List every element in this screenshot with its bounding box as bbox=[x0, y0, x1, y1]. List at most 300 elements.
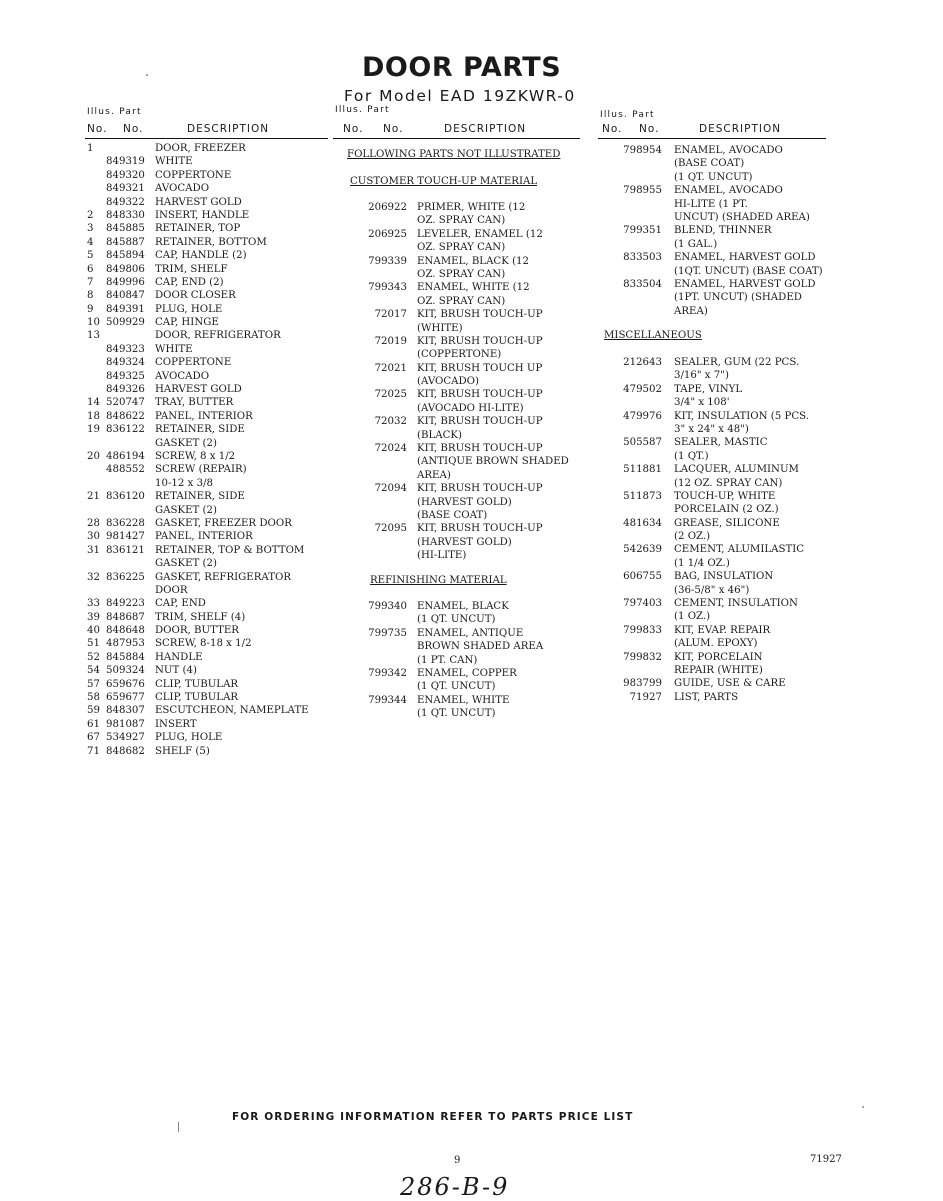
part-row bbox=[333, 214, 580, 227]
part-number: 511881 bbox=[623, 464, 662, 476]
part-description: (1 QT.) bbox=[674, 450, 709, 462]
part-number: 542639 bbox=[623, 544, 662, 556]
part-description: (1 QT. UNCUT) bbox=[674, 171, 753, 183]
part-description: KIT, BRUSH TOUCH-UP bbox=[417, 483, 543, 495]
part-number: 509324 bbox=[106, 665, 145, 677]
part-number: 840847 bbox=[106, 290, 145, 302]
part-description: SCREW, 8-18 x 1/2 bbox=[155, 638, 252, 650]
illus-no-label: No. bbox=[343, 123, 364, 135]
part-number: 798954 bbox=[623, 145, 662, 156]
part-row bbox=[333, 496, 580, 509]
part-row bbox=[85, 343, 328, 356]
part-description: 3/16" x 7") bbox=[674, 370, 729, 382]
part-description: INSERT bbox=[155, 718, 197, 730]
refinish-list bbox=[333, 600, 580, 721]
part-description: DOOR, BUTTER bbox=[155, 625, 239, 637]
part-number: 849223 bbox=[106, 598, 145, 610]
illus-number: 40 bbox=[87, 625, 100, 637]
part-row bbox=[85, 316, 328, 329]
part-description: (1 GAL.) bbox=[674, 238, 718, 250]
part-description: LEVELER, ENAMEL (12 bbox=[417, 228, 543, 240]
part-row bbox=[85, 437, 328, 450]
part-description: DOOR CLOSER bbox=[155, 290, 236, 302]
part-row bbox=[598, 637, 826, 650]
illus-number: 61 bbox=[87, 718, 100, 730]
part-row bbox=[598, 477, 826, 490]
part-number: 505587 bbox=[623, 437, 662, 449]
part-number: 848330 bbox=[106, 209, 145, 221]
part-number: 848648 bbox=[106, 625, 145, 637]
part-description: CAP, END (2) bbox=[155, 276, 224, 288]
part-number: 71927 bbox=[629, 691, 662, 703]
part-row bbox=[85, 704, 328, 717]
handwritten-note: 286-B-9 bbox=[400, 1173, 510, 1201]
part-description: NUT (4) bbox=[155, 665, 197, 677]
part-number: 849806 bbox=[106, 263, 145, 275]
part-row bbox=[598, 278, 826, 291]
part-description: ENAMEL, COPPER bbox=[417, 667, 517, 679]
part-description: CLIP, TUBULAR bbox=[155, 678, 239, 690]
part-number: 799833 bbox=[623, 624, 662, 636]
part-number: 659676 bbox=[106, 678, 145, 690]
part-number: 72032 bbox=[374, 416, 407, 428]
illus-part-label: Illus. Part bbox=[600, 110, 655, 120]
part-description: AVOCADO bbox=[155, 183, 210, 195]
part-description: PANEL, INTERIOR bbox=[155, 410, 253, 422]
part-number: 606755 bbox=[623, 571, 662, 583]
illus-number: 71 bbox=[87, 745, 100, 757]
illus-number: 9 bbox=[87, 303, 94, 315]
part-description: AREA) bbox=[417, 469, 451, 481]
part-description: AVOCADO bbox=[155, 370, 210, 382]
illus-number: 32 bbox=[87, 571, 100, 583]
part-row bbox=[598, 211, 826, 224]
illus-number: 2 bbox=[87, 209, 94, 221]
part-number: 72017 bbox=[374, 309, 407, 321]
part-description: HARVEST GOLD bbox=[155, 196, 242, 208]
part-number: 72021 bbox=[374, 362, 407, 374]
part-description: HANDLE bbox=[155, 651, 203, 663]
part-row bbox=[598, 251, 826, 264]
part-row bbox=[598, 651, 826, 664]
column-header bbox=[85, 106, 328, 139]
part-row bbox=[333, 281, 580, 294]
part-row bbox=[598, 423, 826, 436]
part-number: 849325 bbox=[106, 370, 145, 382]
part-description: KIT, BRUSH TOUCH-UP bbox=[417, 523, 543, 535]
part-row bbox=[333, 362, 580, 375]
part-row bbox=[85, 477, 328, 490]
illus-number: 19 bbox=[87, 424, 100, 436]
part-row bbox=[85, 196, 328, 209]
part-row bbox=[85, 182, 328, 195]
part-description: ENAMEL, HARVEST GOLD bbox=[674, 252, 816, 264]
part-row bbox=[598, 410, 826, 423]
illus-number: 6 bbox=[87, 263, 94, 275]
illus-number: 39 bbox=[87, 611, 100, 623]
part-description: GASKET, FREEZER DOOR bbox=[155, 517, 292, 529]
part-row bbox=[333, 335, 580, 348]
part-description: KIT, INSULATION (5 PCS. bbox=[674, 410, 809, 422]
part-description: INSERT, HANDLE bbox=[155, 209, 250, 221]
part-no-label: No. bbox=[383, 123, 404, 135]
description-label: DESCRIPTION bbox=[699, 123, 782, 135]
part-row bbox=[85, 410, 328, 423]
illus-number: 8 bbox=[87, 290, 94, 302]
part-row bbox=[85, 396, 328, 409]
part-description: (1 QT. UNCUT) bbox=[417, 708, 496, 720]
illus-number: 14 bbox=[87, 397, 100, 409]
part-row bbox=[598, 463, 826, 476]
description-label: DESCRIPTION bbox=[187, 123, 270, 135]
part-description: (1 1/4 OZ.) bbox=[674, 557, 730, 569]
part-row bbox=[85, 329, 328, 342]
part-row bbox=[333, 201, 580, 214]
part-description: KIT, BRUSH TOUCH-UP bbox=[417, 416, 543, 428]
part-description: OZ. SPRAY CAN) bbox=[417, 268, 506, 280]
part-number: 206925 bbox=[368, 228, 407, 240]
part-description: SCREW, 8 x 1/2 bbox=[155, 450, 236, 462]
part-row bbox=[85, 289, 328, 302]
part-row bbox=[598, 369, 826, 382]
misc-section-title: MISCELLANEOUS bbox=[604, 330, 702, 341]
part-description: (1PT. UNCUT) (SHADED bbox=[674, 292, 802, 304]
parts-list bbox=[85, 142, 328, 758]
part-description: (1QT. UNCUT) (BASE COAT) bbox=[674, 265, 823, 277]
part-description: GASKET, REFRIGERATOR bbox=[155, 571, 292, 583]
illus-number: 59 bbox=[87, 705, 100, 717]
part-description: (HARVEST GOLD) bbox=[417, 496, 512, 508]
scan-speck bbox=[146, 74, 148, 76]
part-row bbox=[333, 600, 580, 613]
part-row bbox=[598, 450, 826, 463]
part-description: (AVOCADO) bbox=[417, 376, 479, 388]
part-row bbox=[598, 503, 826, 516]
part-description: (HARVEST GOLD) bbox=[417, 536, 512, 548]
part-description: WHITE bbox=[155, 343, 193, 355]
part-description: DOOR bbox=[155, 584, 188, 596]
part-description: (BLACK) bbox=[417, 429, 462, 441]
part-row bbox=[598, 543, 826, 556]
part-row bbox=[85, 557, 328, 570]
part-description: RETAINER, TOP bbox=[155, 223, 241, 235]
part-description: SEALER, MASTIC bbox=[674, 437, 768, 449]
part-number: 799344 bbox=[368, 694, 407, 706]
part-number: 849321 bbox=[106, 183, 145, 195]
part-description: BLEND, THINNER bbox=[674, 225, 772, 237]
illus-number: 51 bbox=[87, 638, 100, 650]
part-description: DOOR, REFRIGERATOR bbox=[155, 330, 281, 342]
scan-speck bbox=[178, 1122, 179, 1132]
part-row bbox=[85, 490, 328, 503]
scan-speck bbox=[862, 1106, 864, 1108]
part-row bbox=[598, 171, 826, 184]
part-description: PRIMER, WHITE (12 bbox=[417, 202, 526, 213]
illus-number: 13 bbox=[87, 330, 100, 342]
part-description: (HI-LITE) bbox=[417, 550, 467, 562]
part-row bbox=[333, 375, 580, 388]
part-description: (1 PT. CAN) bbox=[417, 654, 478, 666]
part-row bbox=[598, 570, 826, 583]
part-description: HI-LITE (1 PT. bbox=[674, 198, 748, 210]
touchup-section-title: CUSTOMER TOUCH-UP MATERIAL bbox=[350, 176, 538, 187]
part-description: KIT, BRUSH TOUCH-UP bbox=[417, 443, 543, 455]
part-number: 848682 bbox=[106, 745, 145, 757]
part-description: TOUCH-UP, WHITE bbox=[674, 490, 776, 502]
part-row bbox=[598, 396, 826, 409]
part-row bbox=[85, 664, 328, 677]
misc-list bbox=[598, 356, 826, 704]
part-row bbox=[85, 651, 328, 664]
part-row bbox=[598, 356, 826, 369]
part-row bbox=[333, 640, 580, 653]
part-row bbox=[85, 544, 328, 557]
part-description: (12 OZ. SPRAY CAN) bbox=[674, 477, 783, 489]
part-row bbox=[333, 509, 580, 522]
part-number: 848687 bbox=[106, 611, 145, 623]
part-row bbox=[333, 627, 580, 640]
part-description: WHITE bbox=[155, 156, 193, 168]
part-description: ENAMEL, ANTIQUE bbox=[417, 627, 524, 639]
part-description: OZ. SPRAY CAN) bbox=[417, 295, 506, 307]
illus-number: 10 bbox=[87, 317, 100, 329]
part-description: RETAINER, SIDE bbox=[155, 424, 245, 436]
part-description: ESCUTCHEON, NAMEPLATE bbox=[155, 705, 309, 717]
part-description: AREA) bbox=[674, 305, 708, 317]
illus-part-label: Illus. Part bbox=[87, 107, 142, 117]
part-number: 849391 bbox=[106, 303, 145, 315]
description-label: DESCRIPTION bbox=[444, 123, 527, 135]
part-description: GASKET (2) bbox=[155, 437, 217, 449]
part-description: COPPERTONE bbox=[155, 357, 232, 369]
illus-number: 4 bbox=[87, 236, 94, 248]
part-description: TRIM, SHELF bbox=[155, 263, 228, 275]
part-row bbox=[85, 517, 328, 530]
part-description: PLUG, HOLE bbox=[155, 732, 223, 744]
part-description: 3" x 24" x 48") bbox=[674, 423, 749, 435]
part-row bbox=[333, 707, 580, 720]
part-number: 849324 bbox=[106, 357, 145, 369]
illus-number: 7 bbox=[87, 276, 94, 288]
part-description: (1 OZ.) bbox=[674, 611, 711, 623]
column-header bbox=[598, 106, 826, 139]
illus-number: 31 bbox=[87, 544, 100, 556]
part-number: 486194 bbox=[106, 450, 145, 462]
page-number: 9 bbox=[454, 1155, 461, 1166]
part-description: 3/4" x 108' bbox=[674, 397, 730, 409]
part-description: LACQUER, ALUMINUM bbox=[674, 464, 799, 476]
part-description: RETAINER, TOP & BOTTOM bbox=[155, 544, 305, 556]
part-row bbox=[598, 610, 826, 623]
part-row bbox=[85, 450, 328, 463]
part-description: SCREW (REPAIR) bbox=[155, 464, 247, 476]
part-row bbox=[333, 455, 580, 468]
part-row bbox=[85, 678, 328, 691]
part-description: (BASE COAT) bbox=[417, 509, 488, 521]
refinish-list-cont bbox=[598, 144, 826, 318]
part-number: 845887 bbox=[106, 236, 145, 248]
part-number: 849320 bbox=[106, 169, 145, 181]
part-number: 534927 bbox=[106, 732, 145, 744]
part-row bbox=[598, 265, 826, 278]
part-row bbox=[598, 144, 826, 157]
part-row bbox=[333, 536, 580, 549]
part-number: 511873 bbox=[623, 490, 662, 502]
part-row bbox=[85, 303, 328, 316]
part-description: UNCUT) (SHADED AREA) bbox=[674, 211, 810, 223]
part-description: CEMENT, ALUMILASTIC bbox=[674, 544, 805, 556]
part-number: 72095 bbox=[374, 523, 407, 535]
part-description: CEMENT, INSULATION bbox=[674, 598, 798, 610]
part-number: 849326 bbox=[106, 384, 145, 396]
illus-number: 54 bbox=[87, 665, 100, 677]
part-description: (BASE COAT) bbox=[674, 158, 745, 170]
part-number: 845894 bbox=[106, 250, 145, 262]
part-description: OZ. SPRAY CAN) bbox=[417, 215, 506, 227]
part-row bbox=[85, 370, 328, 383]
column-illustrated-parts bbox=[85, 106, 328, 757]
page-title: DOOR PARTS bbox=[362, 52, 562, 83]
illus-number: 21 bbox=[87, 491, 100, 503]
part-row bbox=[598, 305, 826, 318]
part-number: 836120 bbox=[106, 491, 145, 503]
part-description: (ANTIQUE BROWN SHADED bbox=[417, 456, 569, 468]
part-row bbox=[85, 222, 328, 235]
part-row bbox=[85, 571, 328, 584]
illus-no-label: No. bbox=[87, 123, 108, 135]
part-row bbox=[333, 613, 580, 626]
part-number: 487953 bbox=[106, 638, 145, 650]
part-number: 509929 bbox=[106, 317, 145, 329]
part-number: 72025 bbox=[374, 389, 407, 401]
part-row bbox=[85, 597, 328, 610]
part-row bbox=[333, 429, 580, 442]
part-row bbox=[85, 383, 328, 396]
part-number: 836121 bbox=[106, 544, 145, 556]
part-row bbox=[598, 157, 826, 170]
document-number: 71927 bbox=[810, 1154, 842, 1165]
part-row bbox=[85, 463, 328, 476]
part-description: ENAMEL, WHITE (12 bbox=[417, 282, 530, 294]
part-number: 798955 bbox=[623, 185, 662, 197]
part-row bbox=[85, 691, 328, 704]
part-row bbox=[85, 423, 328, 436]
part-number: 848307 bbox=[106, 705, 145, 717]
illus-number: 57 bbox=[87, 678, 100, 690]
part-description: KIT, EVAP. REPAIR bbox=[674, 624, 771, 636]
part-description: REPAIR (WHITE) bbox=[674, 664, 763, 676]
part-row bbox=[85, 263, 328, 276]
part-no-label: No. bbox=[639, 123, 660, 135]
part-number: 206922 bbox=[368, 202, 407, 213]
column-continued bbox=[598, 106, 826, 703]
part-description: COPPERTONE bbox=[155, 169, 232, 181]
part-row bbox=[333, 255, 580, 268]
part-row bbox=[598, 198, 826, 211]
part-description: ENAMEL, BLACK (12 bbox=[417, 255, 530, 267]
part-description: (WHITE) bbox=[417, 322, 463, 334]
part-description: CAP, HANDLE (2) bbox=[155, 250, 247, 262]
part-description: SEALER, GUM (22 PCS. bbox=[674, 357, 800, 368]
illus-number: 5 bbox=[87, 250, 94, 262]
part-number: 72019 bbox=[374, 335, 407, 347]
part-description: ENAMEL, BLACK bbox=[417, 601, 509, 612]
part-number: 799735 bbox=[368, 627, 407, 639]
part-description: GREASE, SILICONE bbox=[674, 517, 780, 529]
part-description: PANEL, INTERIOR bbox=[155, 531, 253, 543]
part-number: 836228 bbox=[106, 517, 145, 529]
part-description: ENAMEL, HARVEST GOLD bbox=[674, 278, 816, 290]
part-row bbox=[333, 442, 580, 455]
illus-number: 1 bbox=[87, 143, 94, 154]
part-description: GUIDE, USE & CARE bbox=[674, 678, 786, 690]
part-number: 479502 bbox=[623, 383, 662, 395]
part-row bbox=[85, 731, 328, 744]
part-number: 799832 bbox=[623, 651, 662, 663]
part-row bbox=[333, 348, 580, 361]
part-description: PLUG, HOLE bbox=[155, 303, 223, 315]
column-not-illustrated bbox=[333, 105, 580, 720]
part-number: 799340 bbox=[368, 601, 407, 612]
illus-number: 28 bbox=[87, 517, 100, 529]
illus-number: 58 bbox=[87, 692, 100, 704]
part-row bbox=[85, 356, 328, 369]
part-number: 981427 bbox=[106, 531, 145, 543]
part-number: 833503 bbox=[623, 252, 662, 264]
part-number: 849319 bbox=[106, 156, 145, 168]
part-number: 981087 bbox=[106, 718, 145, 730]
part-row bbox=[85, 504, 328, 517]
part-row bbox=[85, 276, 328, 289]
part-number: 479976 bbox=[623, 410, 662, 422]
part-row bbox=[333, 295, 580, 308]
part-row bbox=[333, 268, 580, 281]
part-row bbox=[333, 322, 580, 335]
part-description: CAP, HINGE bbox=[155, 317, 219, 329]
part-description: KIT, PORCELAIN bbox=[674, 651, 763, 663]
part-row bbox=[333, 388, 580, 401]
column-header bbox=[333, 106, 580, 139]
part-row bbox=[598, 624, 826, 637]
part-description: (ALUM. EPOXY) bbox=[674, 638, 758, 650]
part-description: (1 QT. UNCUT) bbox=[417, 614, 496, 626]
part-row bbox=[333, 667, 580, 680]
part-description: CLIP, TUBULAR bbox=[155, 692, 239, 704]
part-description: ENAMEL, AVOCADO bbox=[674, 145, 783, 156]
part-row bbox=[85, 584, 328, 597]
part-row bbox=[333, 549, 580, 562]
part-description: BAG, INSULATION bbox=[674, 571, 774, 583]
part-description: CAP, END bbox=[155, 598, 206, 610]
part-row bbox=[598, 664, 826, 677]
part-description: TAPE, VINYL bbox=[674, 383, 743, 395]
illus-number: 33 bbox=[87, 598, 100, 610]
part-row bbox=[598, 557, 826, 570]
part-number: 799343 bbox=[368, 282, 407, 294]
illus-number: 52 bbox=[87, 651, 100, 663]
part-row bbox=[598, 291, 826, 304]
part-row bbox=[598, 238, 826, 251]
part-number: 836122 bbox=[106, 424, 145, 436]
part-row bbox=[85, 611, 328, 624]
part-description: TRAY, BUTTER bbox=[155, 397, 234, 409]
part-row bbox=[333, 654, 580, 667]
part-description: KIT, BRUSH TOUCH-UP bbox=[417, 335, 543, 347]
part-number: 797403 bbox=[623, 598, 662, 610]
part-description: ENAMEL, AVOCADO bbox=[674, 185, 783, 197]
part-row bbox=[333, 522, 580, 535]
part-number: 849323 bbox=[106, 343, 145, 355]
